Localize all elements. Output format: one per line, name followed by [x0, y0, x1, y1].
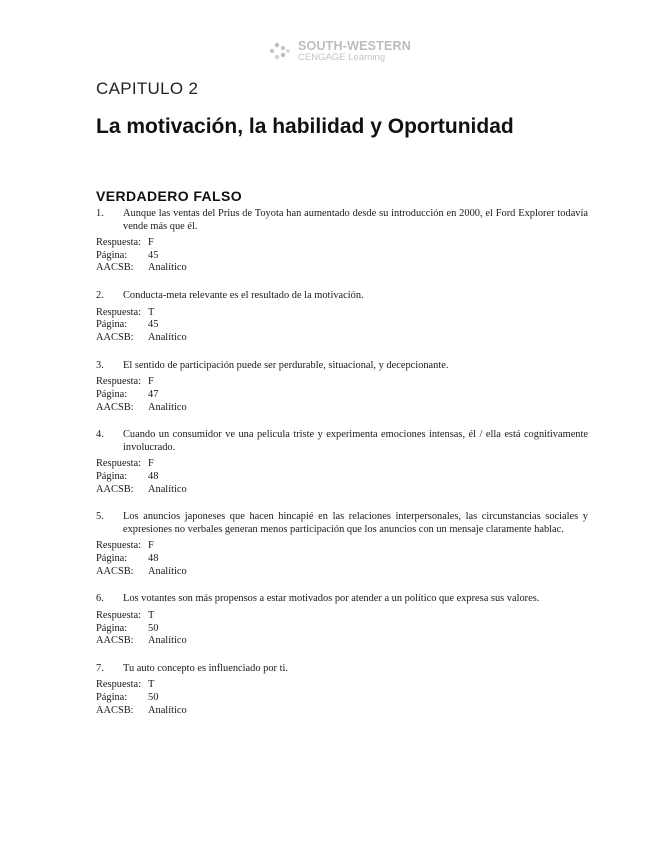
- cengage-logo-icon: [266, 38, 292, 64]
- question-meta: [96, 307, 588, 345]
- question-text: Aunque las ventas del Prius de Toyota han aumentado desde su introducción en 2000, el Ford Explorer todavía vende más que él.: [123, 208, 588, 232]
- question-number: 4.: [96, 429, 104, 441]
- page-label: Página:: [96, 249, 128, 261]
- answer-value: F: [148, 458, 154, 470]
- answer-value: F: [148, 540, 154, 552]
- question-meta: [96, 376, 588, 414]
- page-value: 47: [148, 388, 159, 400]
- question-number: 7.: [96, 662, 104, 674]
- answer-value: F: [148, 376, 154, 388]
- aacsb-label: AACSB:: [96, 401, 134, 413]
- page-label: Página:: [96, 319, 128, 331]
- answer-value: F: [148, 237, 154, 248]
- answer-value: T: [148, 609, 155, 621]
- answer-label: Respuesta:: [96, 540, 142, 552]
- question-number: 5.: [96, 511, 104, 523]
- page-value: 45: [148, 249, 159, 261]
- aacsb-label: AACSB:: [96, 565, 134, 577]
- answer-label: Respuesta:: [96, 237, 142, 248]
- question-item: [96, 663, 588, 718]
- aacsb-label: AACSB:: [96, 262, 134, 274]
- page-value: 45: [148, 319, 159, 331]
- answer-label: Respuesta:: [96, 679, 142, 691]
- aacsb-label: AACSB:: [96, 483, 134, 495]
- question-meta: [96, 540, 588, 578]
- question-text: Tu auto concepto es influenciado por ti.: [123, 662, 288, 674]
- question-item: [96, 360, 588, 415]
- question-item: [96, 290, 588, 345]
- aacsb-value: Analítico: [148, 262, 187, 274]
- aacsb-value: Analítico: [148, 635, 187, 647]
- question-meta: [96, 679, 588, 717]
- page-label: Página:: [96, 692, 128, 704]
- logo-line-2: CENGAGE Learning: [298, 52, 386, 63]
- page-value: 50: [148, 692, 159, 704]
- aacsb-value: Analítico: [148, 331, 187, 343]
- question-number: 6.: [96, 593, 104, 605]
- aacsb-label: AACSB:: [96, 331, 134, 343]
- question-meta: [96, 237, 588, 275]
- chapter-heading: CAPITULO 2: [96, 79, 199, 98]
- question-meta: [96, 610, 588, 648]
- question-item: [96, 208, 588, 275]
- aacsb-label: AACSB:: [96, 635, 134, 647]
- question-list: [96, 208, 588, 732]
- publisher-logo: [266, 38, 411, 64]
- aacsb-value: Analítico: [148, 401, 187, 413]
- aacsb-value: Analítico: [148, 704, 187, 716]
- section-heading: VERDADERO FALSO: [96, 188, 243, 204]
- question-item: [96, 593, 588, 648]
- aacsb-value: Analítico: [148, 483, 187, 495]
- answer-label: Respuesta:: [96, 609, 142, 621]
- page-title: La motivación, la habilidad y Oportunidad: [96, 115, 514, 138]
- question-text: Los votantes son más propensos a estar motivados por atender a un político que expresa sus valores.: [123, 593, 540, 605]
- page-value: 48: [148, 552, 159, 564]
- answer-label: Respuesta:: [96, 376, 142, 388]
- question-text: El sentido de participación puede ser perdurable, situacional, y decepcionante.: [123, 359, 449, 371]
- page-label: Página:: [96, 552, 128, 564]
- question-text: Los anuncios japoneses que hacen hincapié en las relaciones interpersonales, las circunstancias sociales y expresiones no verbales generan menos participación que los anuncios con un mensaje claramente hablac.: [123, 511, 588, 535]
- page-value: 48: [148, 470, 159, 482]
- aacsb-label: AACSB:: [96, 704, 134, 716]
- aacsb-value: Analítico: [148, 565, 187, 577]
- question-number: 1.: [96, 208, 104, 219]
- question-text: Cuando un consumidor ve una película triste y experimenta emociones intensas, él / ella está cognitivamente involucrado.: [123, 429, 588, 453]
- question-meta: [96, 458, 588, 496]
- question-number: 2.: [96, 290, 104, 302]
- question-item: [96, 429, 588, 496]
- answer-value: T: [148, 679, 155, 691]
- answer-label: Respuesta:: [96, 306, 142, 318]
- page-label: Página:: [96, 388, 128, 400]
- question-text: Conducta-meta relevante es el resultado de la motivación.: [123, 290, 364, 302]
- logo-line-1: SOUTH-WESTERN: [298, 38, 412, 53]
- answer-label: Respuesta:: [96, 458, 142, 470]
- question-number: 3.: [96, 359, 104, 371]
- page-label: Página:: [96, 470, 128, 482]
- page-label: Página:: [96, 622, 128, 634]
- answer-value: T: [148, 306, 155, 318]
- question-item: [96, 511, 588, 578]
- page-value: 50: [148, 622, 159, 634]
